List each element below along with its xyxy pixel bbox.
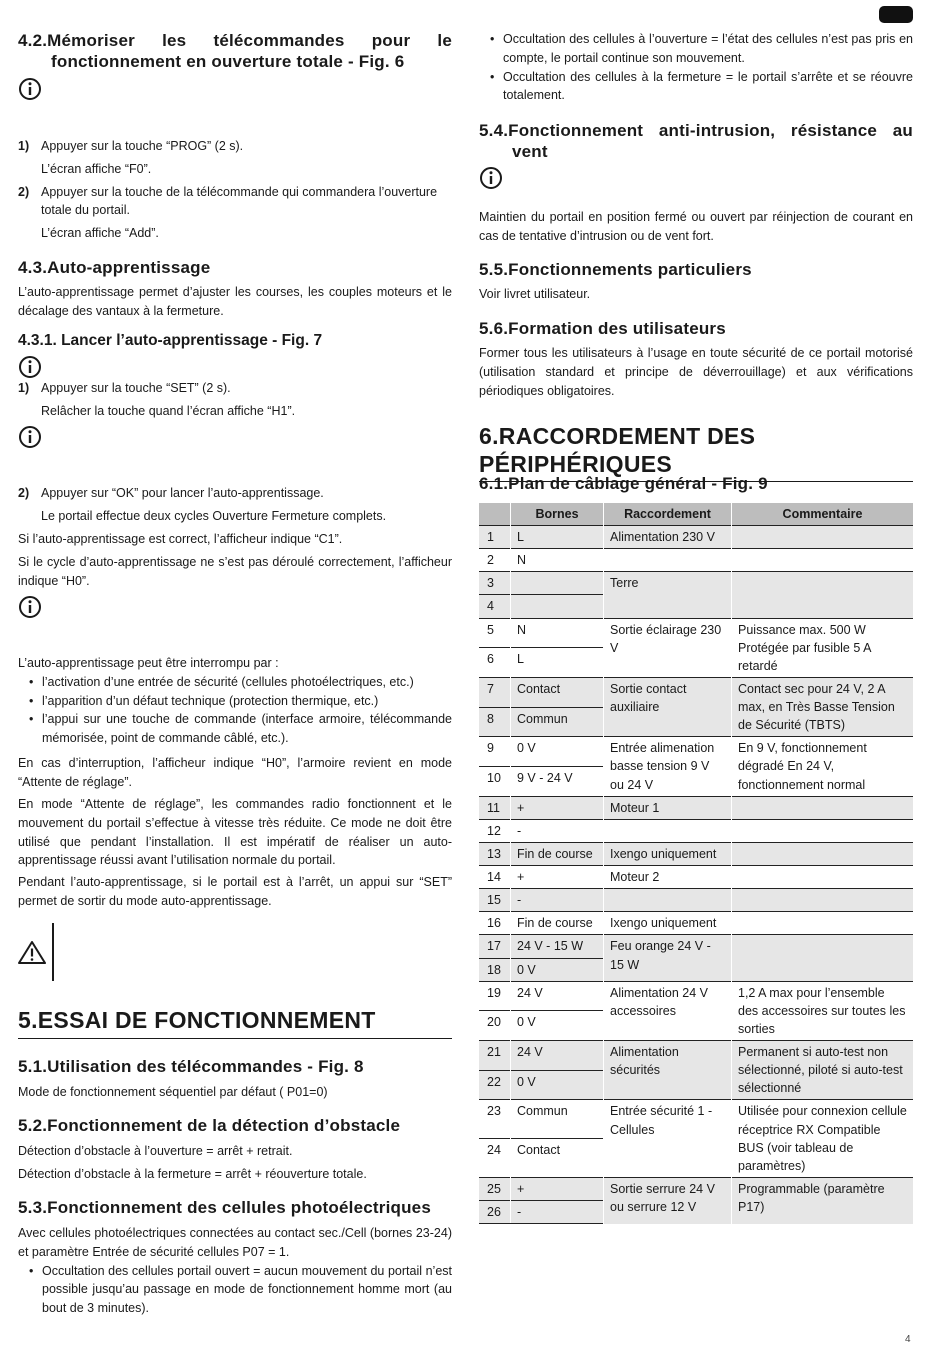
table-header-row — [479, 503, 913, 526]
terminal-number: 15 — [479, 889, 511, 912]
terminal-label: L — [511, 648, 604, 678]
terminal-number: 10 — [479, 766, 511, 796]
terminal-label: + — [511, 866, 604, 889]
comment-cell — [732, 889, 914, 912]
table-row — [479, 981, 913, 1011]
terminal-label: N — [511, 549, 604, 572]
terminal-number: 22 — [479, 1070, 511, 1100]
table-row — [479, 618, 913, 648]
table-row — [479, 819, 913, 842]
terminal-label: 24 V — [511, 1041, 604, 1071]
connection-cell — [604, 889, 732, 912]
wiring-table-wrap — [479, 503, 913, 1224]
terminal-label: 0 V — [511, 958, 604, 981]
comment-cell: En 9 V, fonctionnement dégradé En 24 V, fonctionnement normal — [732, 737, 914, 796]
info-icon — [18, 595, 42, 619]
exit-paragraph: Pendant l’auto-apprentissage, si le portail est à l’arrêt, un appui sur “SET” permet de sortir du mode auto-apprentissage. — [18, 875, 452, 908]
table-row — [479, 1100, 913, 1139]
terminal-number: 7 — [479, 677, 511, 707]
list-item: • l’activation d’une entrée de sécurité (cellules photoélectriques, etc.) — [42, 673, 452, 692]
comment-cell — [732, 842, 914, 865]
interrupt-paragraph: En cas d’interruption, l’afficheur indique “H0”, l’armoire revient en mode “Attente de réglage”. — [18, 756, 452, 789]
terminal-label: + — [511, 796, 604, 819]
section-5-3-body — [18, 1224, 452, 1318]
terminal-label: Contact — [511, 677, 604, 707]
terminal-number: 14 — [479, 866, 511, 889]
terminal-number: 23 — [479, 1100, 511, 1139]
table-row — [479, 1041, 913, 1071]
step-sub: L’écran affiche “F0”. — [41, 161, 152, 176]
terminal-label — [511, 595, 604, 618]
comment-cell — [732, 912, 914, 935]
terminal-number: 18 — [479, 958, 511, 981]
chapter-6-title: 6.RACCORDEMENT DES PÉRIPHÉRIQUES — [479, 423, 913, 482]
table-header-cell: Bornes — [511, 503, 604, 526]
terminal-label: 9 V - 24 V — [511, 766, 604, 796]
section-4-3-1-step2: 2) Appuyer sur “OK” pour lancer l’auto-apprentissage. Le portail effectue deux cycles Ouverture Fermeture complets. — [18, 486, 387, 523]
terminal-label: - — [511, 819, 604, 842]
terminal-label: 0 V — [511, 1011, 604, 1041]
connection-cell: Entrée sécurité 1 - Cellules — [604, 1100, 732, 1178]
connection-cell: Entrée alimenation basse tension 9 V ou 24 V — [604, 737, 732, 796]
connection-cell — [604, 819, 732, 842]
terminal-label: Fin de course — [511, 842, 604, 865]
table-row — [479, 912, 913, 935]
autolearn-ok-text: Si l’auto-apprentissage est correct, l’afficheur indique “C1”. — [18, 532, 343, 546]
terminal-number: 8 — [479, 707, 511, 737]
info-icon — [18, 77, 42, 101]
table-row — [479, 796, 913, 819]
connection-cell: Terre — [604, 572, 732, 618]
section-5-2-p2: Détection d’obstacle à la fermeture = arrêt + réouverture totale. — [18, 1167, 367, 1181]
connection-cell: Alimentation 230 V — [604, 526, 732, 549]
connection-cell: Moteur 1 — [604, 796, 732, 819]
step-item: 2) Appuyer sur la touche de la télécommande qui commandera l’ouverture totale du portail. — [18, 184, 438, 218]
list-item: • Occultation des cellules à l’ouverture = l’état des cellules n’est pas pris en compte, le portail continue son mouvement. — [503, 30, 913, 68]
list-item: • Occultation des cellules portail ouvert = aucun mouvement du portail n’est possible jusqu’au passage en mode de fonctionnement homme mort (au bout de 3 minutes). — [42, 1262, 452, 1318]
connection-cell: Alimentation 24 V accessoires — [604, 981, 732, 1040]
terminal-label: - — [511, 1201, 604, 1224]
section-5-3-intro: Avec cellules photoélectriques connectées au contact sec./Cell (bornes 23-24) et paramètre Entrée de sécurité cellules P07 = 1. — [18, 1226, 452, 1259]
section-5-1-text: Mode de fonctionnement séquentiel par défaut ( P01=0) — [18, 1085, 328, 1099]
info-icon — [479, 166, 503, 190]
table-row — [479, 842, 913, 865]
interrupt-list — [18, 673, 452, 748]
table-row — [479, 526, 913, 549]
section-5-4-text: Maintien du portail en position fermé ou ouvert par réinjection de courant en cas de tentative d’intrusion ou de vent fort. — [479, 210, 913, 243]
comment-cell — [732, 549, 914, 572]
table-header-cell: Raccordement — [604, 503, 732, 526]
terminal-number: 5 — [479, 618, 511, 648]
comment-cell: Contact sec pour 24 V, 2 A max, en Très Basse Tension de Sécurité (TBTS) — [732, 677, 914, 736]
page-tab-marker — [879, 6, 913, 23]
section-5-2-title: 5.2.Fonctionnement de la détection d’obstacle — [18, 1116, 401, 1135]
terminal-number: 17 — [479, 935, 511, 958]
table-header-cell — [479, 503, 511, 526]
comment-cell — [732, 526, 914, 549]
section-5-5-title: 5.5.Fonctionnements particuliers — [479, 260, 752, 279]
comment-cell — [732, 866, 914, 889]
table-row — [479, 866, 913, 889]
cells-list-left — [18, 1262, 452, 1318]
terminal-number: 12 — [479, 819, 511, 842]
terminal-label: + — [511, 1177, 604, 1200]
table-row — [479, 935, 913, 958]
section-4-3-title: 4.3.Auto-apprentissage — [18, 258, 211, 277]
step-sub: L’écran affiche “Add”. — [41, 226, 159, 240]
connection-cell: Alimentation sécurités — [604, 1041, 732, 1100]
info-icon — [18, 355, 42, 379]
section-6-1-title: 6.1.Plan de câblage général - Fig. 9 — [479, 474, 768, 493]
interrupt-intro: L’auto-apprentissage peut être interrompu par : — [18, 656, 279, 670]
table-row — [479, 889, 913, 912]
terminal-label: - — [511, 889, 604, 912]
terminal-label: 0 V — [511, 1070, 604, 1100]
terminal-number: 16 — [479, 912, 511, 935]
section-4-2-title: 4.2.Mémoriser les télécommandes pour le fonctionnement en ouverture totale - Fig. 6 — [18, 31, 452, 72]
terminal-number: 9 — [479, 737, 511, 767]
warning-block — [18, 923, 452, 981]
section-5-6-title: 5.6.Formation des utilisateurs — [479, 319, 726, 338]
terminal-number: 6 — [479, 648, 511, 678]
section-5-6-text: Former tous les utilisateurs à l’usage en toute sécurité de ce portail motorisé (utilisation standard et principe de déverrouillage) et aux vérifications périodiques obligatoires. — [479, 346, 913, 398]
wiring-table — [479, 503, 913, 1224]
terminal-number: 1 — [479, 526, 511, 549]
section-5-3-title: 5.3.Fonctionnement des cellules photoélectriques — [18, 1198, 431, 1217]
interrupt-block — [18, 654, 452, 748]
connection-cell: Sortie contact auxiliaire — [604, 677, 732, 736]
terminal-number: 20 — [479, 1011, 511, 1041]
terminal-label: 24 V - 15 W — [511, 935, 604, 958]
connection-cell: Ixengo uniquement — [604, 842, 732, 865]
connection-cell: Feu orange 24 V - 15 W — [604, 935, 732, 981]
terminal-number: 25 — [479, 1177, 511, 1200]
table-row — [479, 737, 913, 767]
terminal-number: 4 — [479, 595, 511, 618]
section-5-2-p1: Détection d’obstacle à l’ouverture = arrêt + retrait. — [18, 1144, 293, 1158]
chapter-5-title: 5.ESSAI DE FONCTIONNEMENT — [18, 1007, 452, 1039]
section-4-3-1-title: 4.3.1. Lancer l’auto-apprentissage - Fig. 7 — [18, 332, 323, 349]
section-5-1-title: 5.1.Utilisation des télécommandes - Fig. 8 — [18, 1057, 364, 1076]
table-row — [479, 549, 913, 572]
terminal-number: 19 — [479, 981, 511, 1011]
section-5-4-title: 5.4.Fonctionnement anti-intrusion, résistance au vent — [479, 121, 913, 162]
comment-cell: Programmable (paramètre P17) — [732, 1177, 914, 1223]
info-icon — [18, 425, 42, 449]
comment-cell — [732, 819, 914, 842]
warning-icon — [18, 940, 46, 964]
terminal-number: 11 — [479, 796, 511, 819]
terminal-number: 26 — [479, 1201, 511, 1224]
terminal-number: 21 — [479, 1041, 511, 1071]
list-item: • l’apparition d’un défaut technique (protection thermique, etc.) — [42, 692, 452, 711]
comment-cell: 1,2 A max pour l’ensemble des accessoires sur toutes les sorties — [732, 981, 914, 1040]
table-row — [479, 572, 913, 595]
section-4-2-steps — [18, 137, 452, 243]
terminal-label: L — [511, 526, 604, 549]
terminal-number: 3 — [479, 572, 511, 595]
terminal-label — [511, 572, 604, 595]
terminal-label: 0 V — [511, 737, 604, 767]
cells-list-right — [479, 30, 913, 105]
list-item: • Occultation des cellules à la fermeture = le portail s’arrête et se réouvre totalement. — [503, 68, 913, 106]
warning-divider — [52, 923, 54, 981]
comment-cell: Utilisée pour connexion cellule réceptrice RX Compatible BUS (voir tableau de paramètres) — [732, 1100, 914, 1178]
terminal-label: N — [511, 618, 604, 648]
comment-cell — [732, 935, 914, 981]
waiting-mode-paragraph: En mode “Attente de réglage”, les commandes radio fonctionnent et le mouvement du portail s’effectue à vitesse très réduite. Ce mode ne doit être utilisé que pendant l’installation. Il est impératif de réaliser un auto-apprentissage réussi avant l’utilisation normale du portail. — [18, 797, 452, 868]
comment-cell — [732, 572, 914, 618]
comment-cell — [732, 796, 914, 819]
section-4-3-1-step1: 1) Appuyer sur la touche “SET” (2 s). Relâcher la touche quand l’écran affiche “H1”. — [18, 381, 296, 418]
terminal-number: 13 — [479, 842, 511, 865]
comment-cell: Permanent si auto-test non sélectionné, piloté si auto-test sélectionné — [732, 1041, 914, 1100]
section-4-3-intro: L’auto-apprentissage permet d’ajuster les courses, les couples moteurs et le décalage des vantaux à la fermeture. — [18, 285, 452, 318]
terminal-label: Fin de course — [511, 912, 604, 935]
step-item: 1) Appuyer sur la touche “PROG” (2 s). — [18, 139, 244, 153]
table-row — [479, 1177, 913, 1200]
autolearn-fail-text: Si le cycle d’auto-apprentissage ne s’est pas déroulé correctement, l’afficheur indique “H0”. — [18, 555, 452, 588]
terminal-number: 2 — [479, 549, 511, 572]
terminal-label: Commun — [511, 1100, 604, 1139]
connection-cell — [604, 549, 732, 572]
section-5-5-text: Voir livret utilisateur. — [479, 287, 591, 301]
terminal-label: Contact — [511, 1139, 604, 1178]
terminal-number: 24 — [479, 1139, 511, 1178]
connection-cell: Sortie éclairage 230 V — [604, 618, 732, 677]
connection-cell: Moteur 2 — [604, 866, 732, 889]
connection-cell: Sortie serrure 24 V ou serrure 12 V — [604, 1177, 732, 1223]
page-number: 4 — [905, 1334, 911, 1345]
terminal-label: Commun — [511, 707, 604, 737]
connection-cell: Ixengo uniquement — [604, 912, 732, 935]
terminal-label: 24 V — [511, 981, 604, 1011]
comment-cell: Puissance max. 500 W Protégée par fusible 5 A retardé — [732, 618, 914, 677]
table-row — [479, 677, 913, 707]
list-item: • l’appui sur une touche de commande (interface armoire, télécommande mémorisée, point de commande câblé, etc.). — [42, 710, 452, 748]
table-header-cell: Commentaire — [732, 503, 914, 526]
